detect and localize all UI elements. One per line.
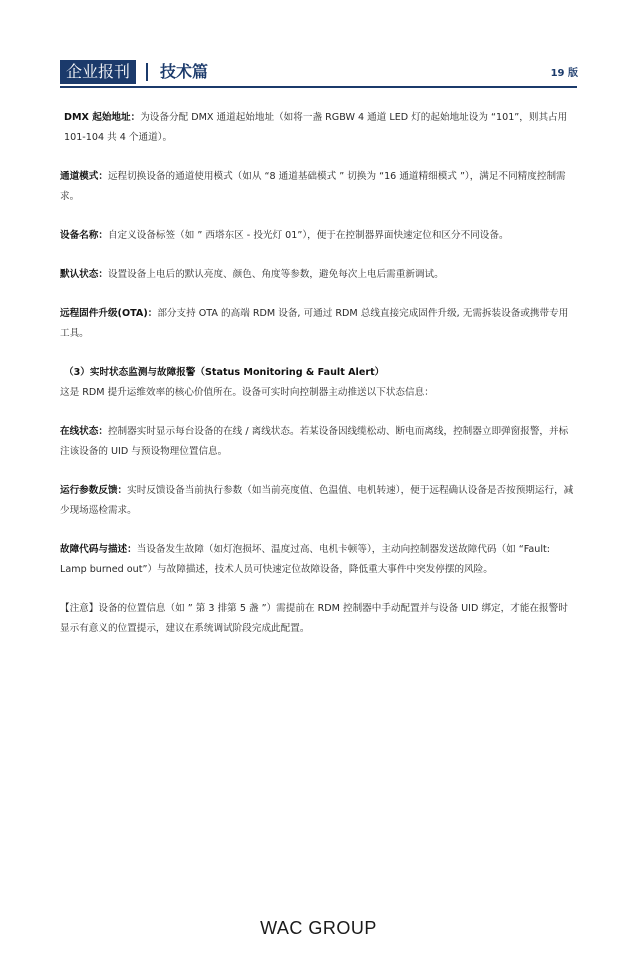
item-dmx-address — [60, 108, 576, 148]
item-label: 在线状态： — [60, 426, 108, 437]
article-body — [60, 108, 576, 658]
header-rule — [60, 86, 577, 88]
item-text: 实时反馈设备当前执行参数（如当前亮度值、色温值、电机转速），便于远程确认设备是否按预期运行，减少现场巡检需求。 — [60, 485, 574, 516]
item-text: 当设备发生故障（如灯泡损坏、温度过高、电机卡顿等），主动向控制器发送故障代码（如 “Fault: Lamp burned out”）与故障描述，技术人员可快速定位故障设备，降低重大事件中突发停摆的风险。 — [60, 544, 550, 575]
item-text: 为设备分配 DMX 通道起始地址（如将一盏 RGBW 4 通道 LED 灯的起始地址设为 “101”，则其占用 101-104 共 4 个通道）。 — [64, 112, 568, 143]
item-fault-code — [60, 540, 576, 580]
item-device-name — [60, 226, 576, 246]
item-text: 控制器实时显示每台设备的在线 / 离线状态。若某设备因线缆松动、断电而离线，控制器立即弹窗报警，并标注该设备的 UID 与预设物理位置信息。 — [60, 426, 569, 457]
item-label: DMX 起始地址： — [64, 112, 141, 123]
item-ota — [60, 304, 576, 344]
item-text: 设置设备上电后的默认亮度、颜色、角度等参数，避免每次上电后需重新调试。 — [107, 269, 444, 280]
section-heading: （3）实时状态监测与故障报警（Status Monitoring & Fault Alert） — [64, 367, 385, 378]
item-label: 故障代码与描述： — [60, 544, 137, 555]
item-text: 部分支持 OTA 的高端 RDM 设备, 可通过 RDM 总线直接完成固件升级, 无需拆装设备或携带专用工具。 — [60, 308, 569, 339]
item-label: 运行参数反馈： — [60, 485, 128, 496]
item-label: 远程固件升级(OTA)： — [60, 308, 158, 319]
item-text: 远程切换设备的通道使用模式（如从 “8 通道基础模式 ” 切换为 “16 通道精细模式 ”），满足不同精度控制需求。 — [60, 171, 566, 202]
item-text: 自定义设备标签（如 ” 西塔东区 - 投光灯 01”），便于在控制器界面快速定位和区分不同设备。 — [107, 230, 509, 241]
item-label: 默认状态： — [60, 269, 108, 280]
section-intro: 这是 RDM 提升运维效率的核心价值所在。设备可实时向控制器主动推送以下状态信息： — [60, 387, 434, 398]
note-paragraph: 【注意】设备的位置信息（如 ” 第 3 排第 5 盏 ”）需提前在 RDM 控制器中手动配置并与设备 UID 绑定，才能在报警时显示有意义的位置提示，建议在系统调试阶段完成此配置。 — [60, 603, 568, 634]
publication-title: 企业报刊 — [60, 60, 136, 84]
page-header — [60, 60, 580, 86]
item-label: 通道模式： — [60, 171, 108, 182]
item-label: 设备名称： — [60, 230, 108, 241]
item-runtime-params — [60, 481, 576, 521]
header-divider — [146, 63, 148, 81]
item-online-status — [60, 422, 576, 462]
company-logo: WAC GROUP — [260, 918, 377, 938]
section-title: 技术篇 — [160, 62, 209, 81]
item-channel-mode — [60, 167, 576, 207]
page-number: 19 版 — [550, 68, 578, 79]
item-default-state — [60, 265, 576, 285]
